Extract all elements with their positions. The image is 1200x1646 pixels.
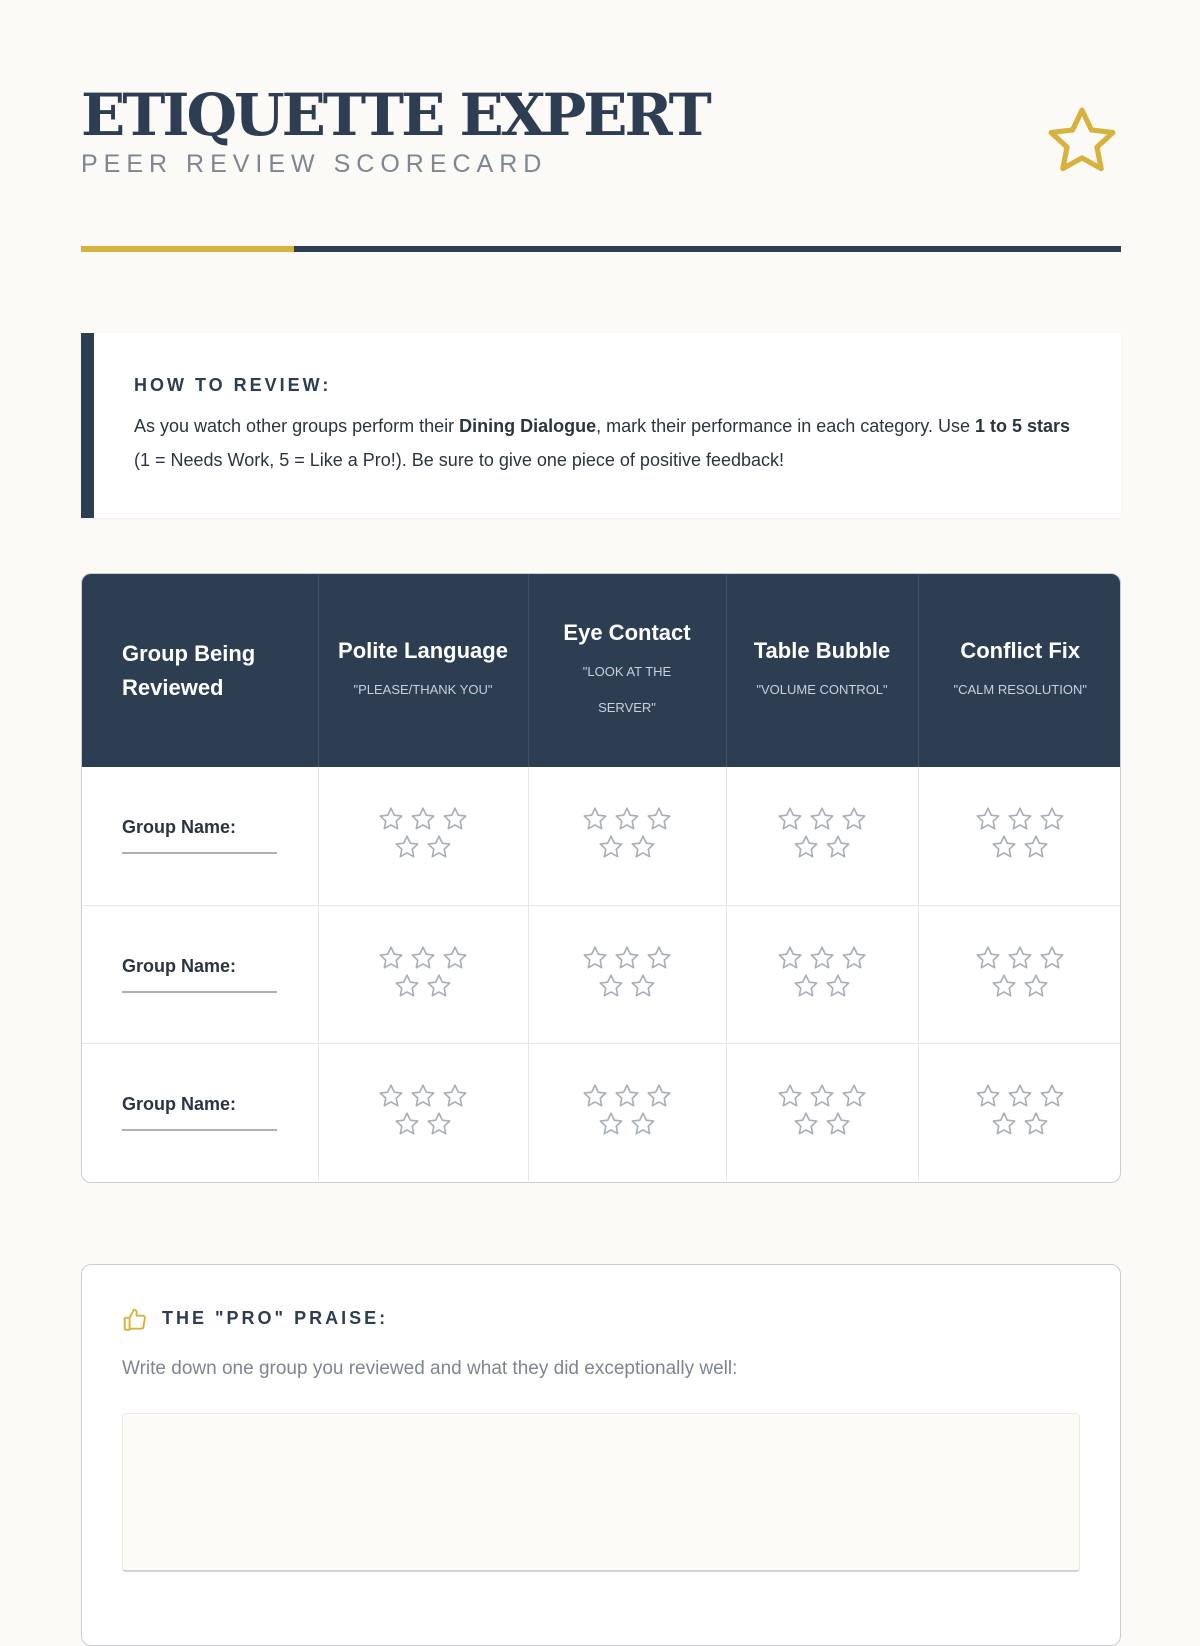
column-header-table-bubble <box>726 574 918 767</box>
star-icon[interactable] <box>613 944 641 972</box>
star-icon[interactable] <box>645 1082 673 1110</box>
star-rating <box>368 1082 478 1138</box>
page-subtitle: PEER REVIEW SCORECARD <box>81 150 548 178</box>
rating-cell <box>726 1043 918 1181</box>
star-icon[interactable] <box>824 972 852 1000</box>
star-icon[interactable] <box>581 944 609 972</box>
star-icon[interactable] <box>990 1110 1018 1138</box>
star-icon[interactable] <box>840 805 868 833</box>
star-icon[interactable] <box>441 944 469 972</box>
star-icon[interactable] <box>974 1082 1002 1110</box>
scorecard-table <box>81 573 1121 1183</box>
instructions-text: As you watch other groups perform their Dining Dialogue, mark their performance in each category. Use 1 to 5 stars (1 = Needs Work, 5 = Like a Pro!). Be sure to give one piece of positive feedback! <box>134 416 1071 470</box>
star-icon[interactable] <box>597 972 625 1000</box>
pro-praise-prompt: Write down one group you reviewed and what they did exceptionally well: <box>122 1358 738 1379</box>
instructions-accent-bar <box>81 333 94 518</box>
star-icon[interactable] <box>425 1110 453 1138</box>
star-icon[interactable] <box>974 805 1002 833</box>
star-icon[interactable] <box>645 805 673 833</box>
star-icon[interactable] <box>409 805 437 833</box>
table-header-row <box>82 574 1121 767</box>
star-icon[interactable] <box>409 1082 437 1110</box>
instructions-heading: HOW TO REVIEW: <box>134 375 332 395</box>
group-name-cell[interactable] <box>82 767 318 905</box>
column-title: Table Bubble <box>753 637 891 663</box>
star-icon[interactable] <box>597 833 625 861</box>
star-rating <box>965 805 1075 861</box>
star-rating <box>368 944 478 1000</box>
instructions-panel <box>81 333 1121 518</box>
column-subtitle: "VOLUME CONTROL" <box>756 681 888 697</box>
rating-cell <box>318 1043 528 1181</box>
star-icon[interactable] <box>425 972 453 1000</box>
rating-cell <box>918 905 1121 1043</box>
table-row <box>82 905 1121 1043</box>
star-icon[interactable] <box>792 833 820 861</box>
star-icon[interactable] <box>645 944 673 972</box>
page-header <box>81 80 1121 180</box>
star-icon[interactable] <box>613 805 641 833</box>
star-icon[interactable] <box>974 944 1002 972</box>
star-icon[interactable] <box>990 972 1018 1000</box>
star-icon[interactable] <box>776 1082 804 1110</box>
star-icon <box>1043 102 1121 180</box>
column-title: Eye Contact <box>563 619 691 645</box>
rating-cell <box>918 1043 1121 1181</box>
star-rating <box>965 944 1075 1000</box>
header-divider <box>81 246 1121 252</box>
star-icon[interactable] <box>425 833 453 861</box>
group-name-cell[interactable] <box>82 905 318 1043</box>
star-rating <box>767 944 877 1000</box>
star-icon[interactable] <box>441 1082 469 1110</box>
star-rating <box>767 1082 877 1138</box>
star-rating <box>767 805 877 861</box>
table-row <box>82 1043 1121 1181</box>
star-icon[interactable] <box>824 833 852 861</box>
rating-cell <box>726 767 918 905</box>
star-icon[interactable] <box>776 805 804 833</box>
column-subtitle: "LOOK AT THE SERVER" <box>582 663 672 715</box>
star-icon[interactable] <box>776 944 804 972</box>
star-icon[interactable] <box>629 1110 657 1138</box>
pro-praise-heading: THE "PRO" PRAISE: <box>162 1308 389 1328</box>
star-rating <box>572 805 682 861</box>
star-rating <box>368 805 478 861</box>
column-subtitle: "CALM RESOLUTION" <box>953 681 1087 697</box>
star-icon[interactable] <box>613 1082 641 1110</box>
column-header-polite-language <box>318 574 528 767</box>
star-icon[interactable] <box>1038 805 1066 833</box>
star-icon[interactable] <box>597 1110 625 1138</box>
rating-cell <box>528 1043 726 1181</box>
rating-cell <box>726 905 918 1043</box>
star-icon[interactable] <box>1022 833 1050 861</box>
star-icon[interactable] <box>840 1082 868 1110</box>
star-rating <box>965 1082 1075 1138</box>
star-icon[interactable] <box>377 1082 405 1110</box>
star-icon[interactable] <box>808 805 836 833</box>
page-title: ETIQUETTE EXPERT <box>81 81 709 149</box>
star-icon[interactable] <box>792 972 820 1000</box>
star-icon[interactable] <box>1006 1082 1034 1110</box>
pro-praise-panel <box>81 1264 1121 1646</box>
column-header-group: Group Being Reviewed <box>82 574 318 767</box>
column-header-eye-contact <box>528 574 726 767</box>
column-title: Conflict Fix <box>960 637 1081 663</box>
star-icon[interactable] <box>393 1110 421 1138</box>
group-name-field[interactable]: Group Name: <box>122 817 277 854</box>
star-icon[interactable] <box>1006 805 1034 833</box>
star-rating <box>572 1082 682 1138</box>
star-icon[interactable] <box>581 1082 609 1110</box>
star-icon[interactable] <box>840 944 868 972</box>
star-icon[interactable] <box>377 944 405 972</box>
star-icon[interactable] <box>581 805 609 833</box>
pro-praise-answer-box[interactable] <box>122 1413 1080 1572</box>
group-name-field[interactable]: Group Name: <box>122 1094 277 1131</box>
star-icon[interactable] <box>1022 972 1050 1000</box>
star-icon[interactable] <box>393 972 421 1000</box>
thumbs-up-icon <box>122 1307 148 1333</box>
star-icon[interactable] <box>1038 944 1066 972</box>
star-rating <box>572 944 682 1000</box>
star-icon[interactable] <box>629 972 657 1000</box>
star-icon[interactable] <box>629 833 657 861</box>
star-icon[interactable] <box>808 1082 836 1110</box>
rating-cell <box>528 905 726 1043</box>
rating-cell <box>918 767 1121 905</box>
star-icon[interactable] <box>1006 944 1034 972</box>
star-icon[interactable] <box>377 805 405 833</box>
star-icon[interactable] <box>393 833 421 861</box>
table-row <box>82 767 1121 905</box>
star-icon[interactable] <box>441 805 469 833</box>
group-name-cell[interactable] <box>82 1043 318 1181</box>
star-icon[interactable] <box>808 944 836 972</box>
star-icon[interactable] <box>824 1110 852 1138</box>
column-subtitle: "PLEASE/THANK YOU" <box>353 681 493 697</box>
star-icon[interactable] <box>409 944 437 972</box>
rating-cell <box>528 767 726 905</box>
rating-cell <box>318 767 528 905</box>
star-icon[interactable] <box>792 1110 820 1138</box>
group-name-field[interactable]: Group Name: <box>122 956 277 993</box>
star-icon[interactable] <box>1038 1082 1066 1110</box>
star-icon[interactable] <box>990 833 1018 861</box>
column-title: Polite Language <box>338 637 508 663</box>
star-icon[interactable] <box>1022 1110 1050 1138</box>
header-divider-accent <box>81 246 294 252</box>
rating-cell <box>318 905 528 1043</box>
column-header-conflict-fix <box>918 574 1121 767</box>
